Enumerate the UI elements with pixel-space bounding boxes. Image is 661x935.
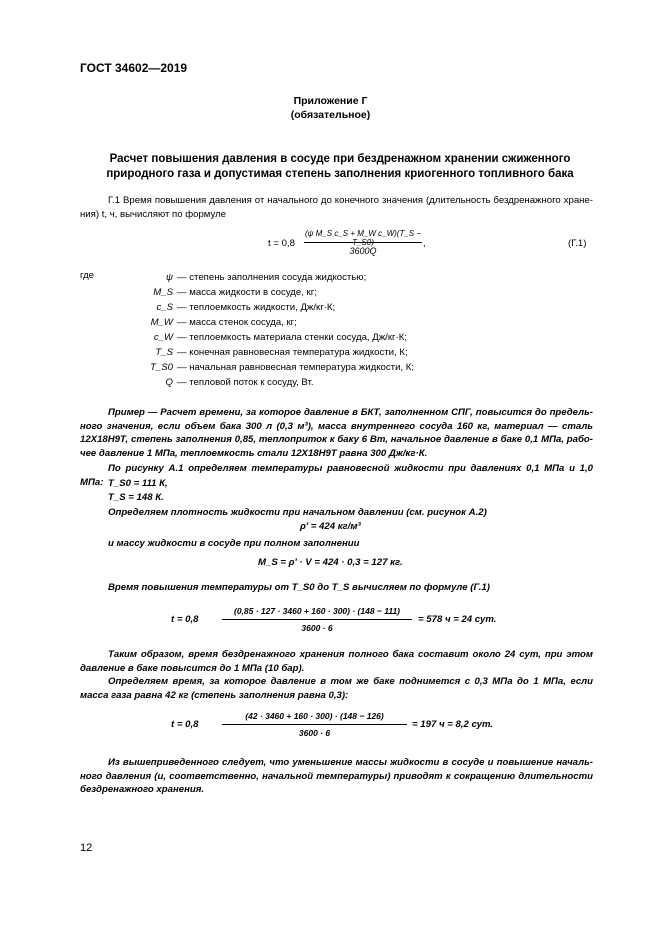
legend-item bbox=[80, 345, 600, 360]
formula-g1-numerator: (ψ M_S c_S + M_W c_W)(T_S − T_S0) bbox=[304, 229, 422, 247]
example-paragraph-2: По рисунку А.1 определяем температуры равновесной жидкости при давлениях 0,1 МПа и 1,0 МПа: bbox=[80, 463, 593, 488]
example-paragraph-4: и массу жидкости в сосуде при полном заполнении bbox=[108, 538, 360, 549]
appendix-title: Приложение Г bbox=[293, 95, 368, 107]
legend-symbol: ψ bbox=[166, 272, 173, 283]
example-ms: M_S = ρ' · V = 424 · 0,3 = 127 кг. bbox=[258, 557, 403, 568]
example-formula-1-bar bbox=[222, 619, 412, 620]
legend-item bbox=[80, 285, 600, 300]
example-formula-1-denominator: 3600 · 6 bbox=[301, 623, 333, 633]
legend-item bbox=[80, 300, 600, 315]
example-paragraph-1: Пример — Расчет времени, за которое давление в БКТ, заполненном СПГ, повысится до предельного значения, если объем бака 300 л (0,3 м³), масса внутреннего сосуда 160 кг, материал — сталь 12Х18Н9Т, степень заполнения 0,85, теплоприток к баку 6 Вт, начальное давление в баке 0,1 МПа, рабочее давление 1 МПа, теплоемкость стали 12Х18Н9Т равна 300 Дж/кг·К. bbox=[80, 407, 593, 459]
legend-symbol: c_S bbox=[156, 302, 173, 313]
legend-item bbox=[80, 375, 600, 390]
example-ts0: T_S0 = 111 К, bbox=[108, 478, 168, 489]
legend-text: — масса жидкости в сосуде, кг; bbox=[177, 287, 317, 298]
legend-rows bbox=[80, 270, 600, 390]
example-paragraph-5: Время повышения температуры от T_S0 до T_S вычисляем по формуле (Г.1) bbox=[108, 582, 490, 593]
legend-text: — масса стенок сосуда, кг; bbox=[177, 317, 297, 328]
legend-where: где bbox=[80, 270, 95, 281]
legend-item bbox=[80, 315, 600, 330]
legend-symbol: c_W bbox=[153, 332, 173, 343]
example-rho: ρ' = 424 кг/м³ bbox=[300, 521, 361, 532]
section-title-line2: природного газа и допустимая степень заполнения криогенного топливного бака bbox=[106, 168, 574, 180]
symbol-legend bbox=[80, 270, 600, 390]
example-formula-1-lhs: t = 0,8 bbox=[171, 614, 199, 625]
legend-item bbox=[80, 270, 600, 285]
example-formula-2-numerator: (42 · 3460 + 160 · 300) · (148 − 126) bbox=[245, 711, 384, 721]
example-formula-2-bar bbox=[222, 724, 407, 725]
example-ts: T_S = 148 К. bbox=[108, 492, 164, 503]
legend-text: — теплоемкость материала стенки сосуда, Дж/кг·К; bbox=[177, 332, 407, 343]
example-formula-1-result: = 578 ч = 24 сут. bbox=[418, 614, 497, 625]
example-formula-1-numerator: (0,85 · 127 · 3460 + 160 · 300) · (148 − 111) bbox=[233, 606, 400, 616]
example-paragraph-3: Определяем плотность жидкости при начальном давлении (см. рисунок А.2) bbox=[108, 507, 487, 518]
standard-number: ГОСТ 34602—2019 bbox=[80, 61, 188, 75]
legend-text: — теплоемкость жидкости, Дж/кг·К; bbox=[177, 302, 336, 313]
formula-g1-denominator: 3600Q bbox=[349, 246, 377, 256]
section-title bbox=[100, 152, 580, 182]
legend-item bbox=[80, 360, 600, 375]
formula-g1-lhs: t = 0,8 bbox=[268, 238, 295, 249]
legend-text: — тепловой поток к сосуду, Вт. bbox=[177, 377, 314, 388]
legend-text: — начальная равновесная температура жидкости, К; bbox=[177, 362, 415, 373]
legend-item bbox=[80, 330, 600, 345]
example-formula-2-result: = 197 ч = 8,2 сут. bbox=[412, 719, 494, 730]
legend-symbol: M_W bbox=[150, 317, 173, 328]
example-formula-2-denominator: 3600 · 6 bbox=[298, 728, 331, 738]
legend-symbol: M_S bbox=[153, 287, 173, 298]
intro-paragraph: Г.1 Время повышения давления от начального до конечного значения (длительность бездренажного хранения) t, ч, вычисляют по формуле bbox=[80, 195, 593, 220]
formula-g1-fraction-bar bbox=[304, 242, 422, 243]
example-formula-2-lhs: t = 0,8 bbox=[171, 719, 199, 730]
formula-g1-tail: , bbox=[423, 238, 426, 249]
legend-symbol: T_S bbox=[155, 347, 173, 358]
legend-symbol: Q bbox=[165, 377, 173, 388]
legend-text: — конечная равновесная температура жидкости, К; bbox=[177, 347, 408, 358]
example-paragraph-7: Определяем время, за которое давление в том же баке поднимется с 0,3 МПа до 1 МПа, если масса газа равна 42 кг (степень заполнения равна 0,3): bbox=[80, 676, 593, 701]
page-number: 12 bbox=[80, 842, 93, 854]
example-paragraph-8: Из вышеприведенного следует, что уменьшение массы жидкости в сосуде и повышение начального давления (и, соответственно, начальной температуры) приводят к сокращению длительности бездренажного хранения. bbox=[80, 757, 593, 795]
section-title-line1: Расчет повышения давления в сосуде при бездренажном хранении сжиженного bbox=[109, 153, 571, 165]
example-paragraph-6: Таким образом, время бездренажного хранения полного бака составит около 24 сут, при этом давление в баке повысится до 1 МПа (10 бар). bbox=[80, 649, 593, 674]
formula-g1-number: (Г.1) bbox=[568, 238, 587, 249]
appendix-status: (обязательное) bbox=[290, 109, 371, 121]
legend-symbol: T_S0 bbox=[150, 362, 173, 373]
legend-text: — степень заполнения сосуда жидкостью; bbox=[177, 272, 367, 283]
